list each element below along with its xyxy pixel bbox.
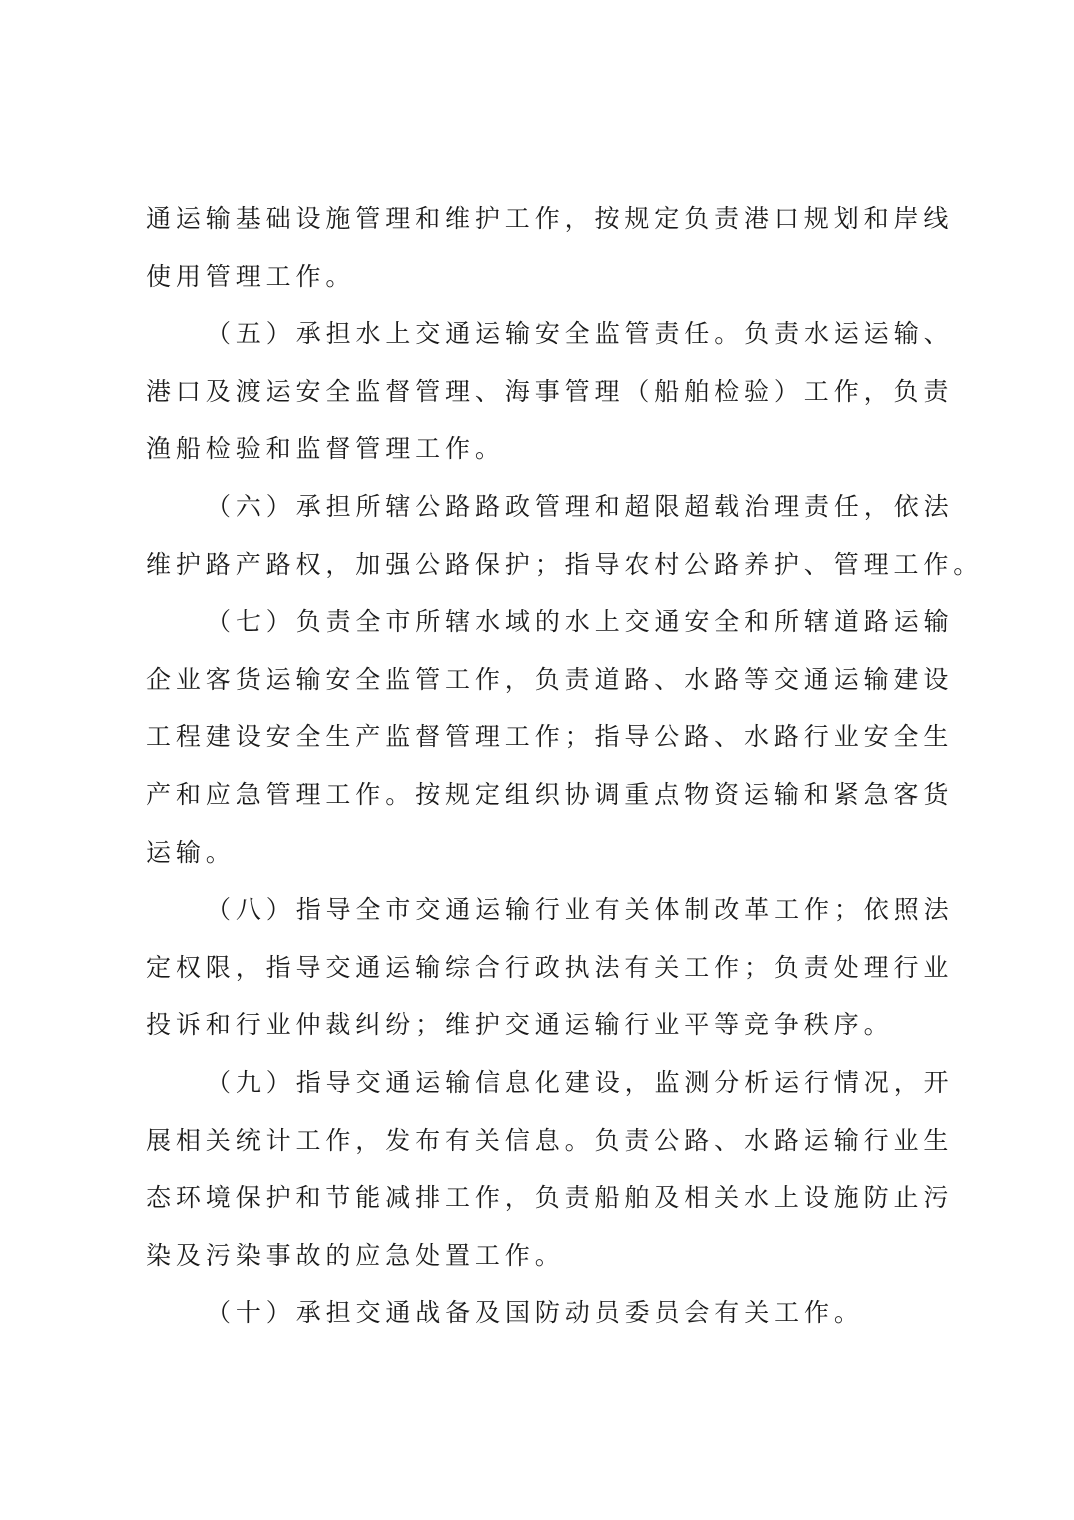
- text-line: 通运输基础设施管理和维护工作，按规定负责港口规划和岸线: [146, 204, 954, 233]
- paragraph-start-line: （十）承担交通战备及国防动员委员会有关工作。: [206, 1298, 864, 1328]
- text-line: 定权限，指导交通运输综合行政执法有关工作；负责处理行业: [146, 952, 954, 982]
- text-line: 态环境保护和节能减排工作，负责船舶及相关水上设施防止污: [146, 1183, 954, 1213]
- paragraph-start-line: （九）指导交通运输信息化建设，监测分析运行情况，开: [206, 1067, 954, 1097]
- text-line: 工程建设安全生产监督管理工作；指导公路、水路行业安全生: [146, 722, 954, 752]
- text-line: 使用管理工作。: [146, 261, 356, 291]
- text-line: 运输。: [146, 837, 236, 867]
- text-line: 投诉和行业仲裁纠纷；维护交通运输行业平等竞争秩序。: [146, 1010, 894, 1040]
- text-line: 染及污染事故的应急处置工作。: [146, 1240, 565, 1270]
- text-line: 渔船检验和监督管理工作。: [146, 434, 505, 464]
- text-line: 维护路产路权，加强公路保护；指导农村公路养护、管理工作。: [146, 549, 984, 579]
- paragraph-start-line: （八）指导全市交通运输行业有关体制改革工作；依照法: [206, 895, 954, 925]
- text-line: 展相关统计工作，发布有关信息。负责公路、水路运输行业生: [146, 1125, 954, 1155]
- text-line: 产和应急管理工作。按规定组织协调重点物资运输和紧急客货: [146, 779, 954, 809]
- text-line: 港口及渡运安全监督管理、海事管理（船舶检验）工作，负责: [146, 376, 954, 406]
- paragraph-start-line: （七）负责全市所辖水域的水上交通安全和所辖道路运输: [206, 607, 954, 637]
- paragraph-start-line: （六）承担所辖公路路政管理和超限超载治理责任，依法: [206, 491, 954, 521]
- paragraph-start-line: （五）承担水上交通运输安全监管责任。负责水运运输、: [206, 319, 954, 349]
- document-body: [146, 190, 984, 1342]
- text-line: 企业客货运输安全监管工作，负责道路、水路等交通运输建设: [146, 664, 954, 694]
